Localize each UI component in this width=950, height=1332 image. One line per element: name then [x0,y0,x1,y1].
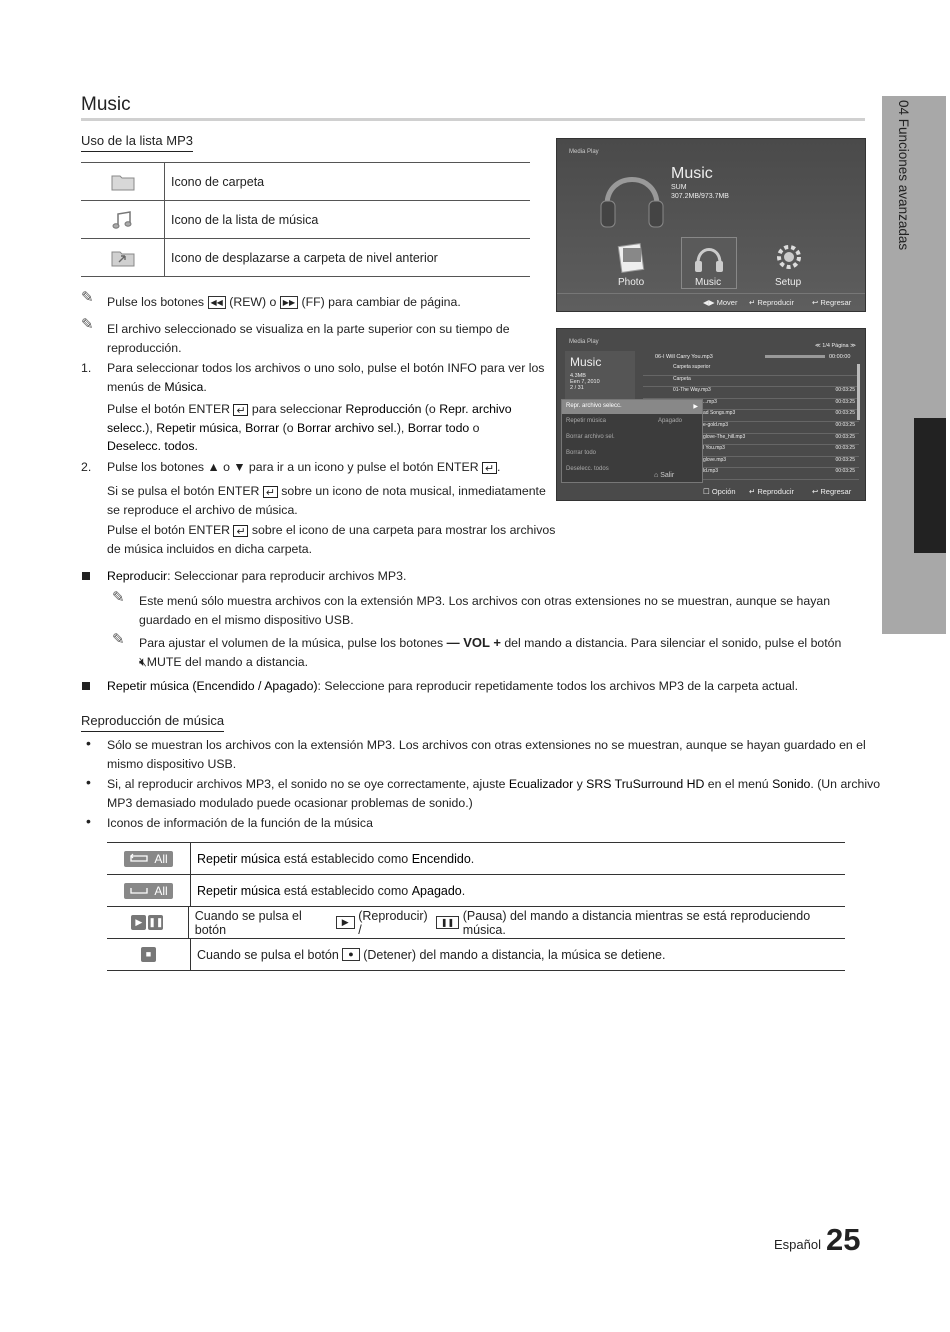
list-item[interactable]: glove-The_hill.mp3 00:03:25 [643,434,859,446]
icon-label: Icono de carpeta [171,174,265,189]
pause-status-icon: ❚❚ [148,915,163,930]
page-title: Music [81,94,131,115]
bullet-sound: Si, al reproducir archivos MP3, el sonido no se oye correctamente, ajuste Ecualizador y SRS TruSurround HD en el menú Sonido. (Un archivo MP3 demasiado modulado puede ocasionar problemas de sonido.) [107,777,881,810]
step1-text: Para seleccionar todos los archivos o uno solo, pulse el botón INFO para ver los menús de Música. [107,361,545,394]
table-cell: Repetir música está establecido como Encendido . [197,851,475,866]
bullet-info-icons: Iconos de información de la función de la música [107,816,373,830]
play-key-icon: ▶ [336,916,355,929]
hint-move: ◀▶ Mover [703,298,738,307]
menu-item-setup[interactable]: Setup [775,277,802,288]
folder-up-icon [111,249,135,267]
scrollbar[interactable] [857,364,860,420]
note-volume: Para ajustar el volumen de la música, pulse los botones — VOL + del mando a distancia. Para silenciar el sonido, pulse el botón 🔇︎MUTE del mando a distancia. [139,635,842,669]
bullet-dot: • [86,813,91,829]
section-heading-playback: Reproducción de música [81,713,224,732]
note-icon: ✎ [81,289,94,306]
table-row [107,875,845,907]
vol-key-icon: — VOL + [446,635,501,650]
title-divider [81,118,865,121]
playback-time: 00:00:00 [829,354,851,360]
screenshot-music-list: Media Play Music 4.3MB Een 7, 2010 2 / 31 ≪ 1/4 Página ≫ 06-I Will Carry You.mp3 00:00:00 Carpeta superior Carpeta 01-The Way.mp3 00:03:25 ...mp3 00:03:25 ad Songs.mp3 00:03:25 e-gold.mp3 00:03:25 glove-The_hill.mp3 00:03:25 l You.mp3 00:03:25 glove.mp3 00:03:25 ld.mp3 00:03:25 Repr. archivo selecc. ▶ Repetir música Apagado Borrar archivo sel. Borrar todo Deselecc. todos ⌂ Salir ☐ Opción ↵ Reproducir ↩ Regresar [556,328,866,501]
section-heading-mp3-list: Uso de la lista MP3 [81,133,193,152]
options-menu [561,399,703,483]
bullet-dot: • [86,735,91,751]
table-cell: Cuando se pulsa el botón ▶ (Reproducir) / ❚❚ (Pausa) del mando a distancia mientras se está reproduciendo música. [194,908,811,937]
play-status-icon: ▶ [131,915,146,930]
step2-text: Pulse los botones ▲ o ▼ para ir a un icono y pulse el botón ENTER ↵ . [107,458,500,477]
menu-exit[interactable]: ⌂ Salir [654,472,675,479]
screen1-title: Music [671,165,713,182]
page-number: 25 [826,1222,861,1257]
screenshot-media-play-home [556,138,866,312]
list-item[interactable]: ...mp3 00:03:25 [643,399,859,411]
setup-gear-icon [775,243,803,271]
table-row [107,843,845,875]
note-icon: ✎ [112,589,125,606]
music-note-icon [112,210,134,230]
menu-item-deselect-all[interactable]: Deselecc. todos [566,466,609,472]
hint-return: ↩ Regresar [812,487,852,496]
note-icon: ✎ [81,316,94,333]
footer-language: Español [774,1237,821,1252]
step2-detail-note: Si se pulsa el botón ENTER ↵ sobre un icono de nota musical, inmediatamente se reproduce el archivo de música. [107,482,546,519]
pause-key-icon: ❚❚ [436,916,459,929]
repeat-on-icon: All [124,851,172,867]
menu-item-repeat[interactable]: Repetir música Apagado [566,418,682,424]
icon-row [81,239,530,277]
note-page-change: Pulse los botones ◀◀ (REW) o ▶▶ (FF) para cambiar de página. [107,295,461,309]
repeat-off-icon: All [124,883,172,899]
menu-item-delete-all[interactable]: Borrar todo [566,450,597,456]
bullet-play: Reproducir: Seleccionar para reproducir archivos MP3. [107,569,407,583]
list-item[interactable]: glove.mp3 00:03:25 [643,457,859,469]
bullet-dot: • [86,774,91,790]
headphones-icon [599,161,665,233]
note-mp3-only: Este menú sólo muestra archivos con la extensión MP3. Los archivos con otras extensiones no se muestran, aunque se hayan guardado en el mismo dispositivo USB. [139,594,831,627]
bullet-mp3-extension: Sólo se muestran los archivos con la extensión MP3. Los archivos con otras extensiones no se muestran, aunque se hayan guardado en el mismo dispositivo USB. [107,738,866,771]
media-play-logo: Media Play [569,339,599,345]
list-item[interactable]: ld.mp3 00:03:25 [643,468,859,480]
bullet-square [82,572,90,580]
ff-key-icon: ▶▶ [280,296,298,309]
side-tab-label: 04 Funciones avanzadas [896,100,911,251]
stop-status-icon: ■ [141,947,156,962]
photo-icon [617,241,647,275]
list-item[interactable]: e-gold.mp3 00:03:25 [643,422,859,434]
side-tab-marker [914,418,946,553]
menu-item-play-selected[interactable]: Repr. archivo selecc. ▶ [562,400,702,414]
menu-item-delete-selected[interactable]: Borrar archivo sel. [566,434,615,440]
list-item[interactable]: 01-The Way.mp3 00:03:25 [643,387,859,399]
page-indicator: ≪ 1/4 Página ≫ [815,343,856,349]
screen1-size: 307.2MB/973.7MB [671,193,729,200]
menu-item-music[interactable]: Music [695,277,722,288]
mute-icon: 🔇︎ [139,654,147,669]
note-icon: ✎ [112,631,125,648]
icon-label: Icono de desplazarse a carpeta de nivel anterior [171,250,438,265]
list-item[interactable]: Carpeta [643,376,859,388]
hint-return: ↩ Regresar [812,298,852,307]
hint-play: ↵ Reproducir [749,487,795,496]
stop-key-icon: ● [342,948,359,961]
folder-icon [111,173,135,191]
note-selected-file: El archivo seleccionado se visualiza en la parte superior con su tiempo de reproducción. [107,322,510,355]
icon-row [81,201,530,239]
music-icon [695,243,723,273]
enter-key-icon [263,486,278,498]
list-item[interactable]: Carpeta superior [643,364,859,376]
menu-item-photo[interactable]: Photo [618,277,645,288]
screen2-title: Music [570,355,602,369]
hint-play: ↵ Reproducir [749,298,795,307]
step-number: 1. [81,361,92,375]
list-item[interactable]: l You.mp3 00:03:25 [643,445,859,457]
screen1-device: SUM [671,184,687,191]
table-row [107,939,845,971]
icon-row [81,163,530,201]
rew-key-icon: ◀◀ [208,296,226,309]
bullet-repeat: Repetir música (Encendido / Apagado): Seleccione para reproducir repetidamente todos los archivos MP3 de la carpeta actual. [107,679,799,693]
step2-detail-folder: Pulse el botón ENTER ↵ sobre el icono de una carpeta para mostrar los archivos de música incluidos en dicha carpeta. [107,521,555,558]
icon-table [81,162,530,277]
step-number: 2. [81,460,92,474]
step1-detail: Pulse el botón ENTER ↵ para seleccionar Reproducción (o Repr. archivo selecc.), Repetir música, Borrar (o Borrar archivo sel.), Borrar todo o Deselecc. todos. [107,400,547,456]
table-cell: Repetir música está establecido como Apagado . [197,883,466,898]
bullet-square [82,682,90,690]
table-row [107,907,845,939]
table-cell: Cuando se pulsa el botón ● (Detener) del mando a distancia, la música se detiene. [197,947,666,962]
now-playing: 06-I Will Carry You.mp3 [655,354,713,360]
hint-option: ☐ Opción [703,487,736,496]
music-info-table [107,842,845,971]
playback-progress [765,355,825,358]
enter-key-icon [233,525,248,537]
media-play-logo: Media Play [569,149,599,155]
enter-key-icon [482,462,497,474]
icon-label: Icono de la lista de música [171,212,319,227]
enter-key-icon [233,404,248,416]
list-item[interactable]: ad Songs.mp3 00:03:25 [643,410,859,422]
